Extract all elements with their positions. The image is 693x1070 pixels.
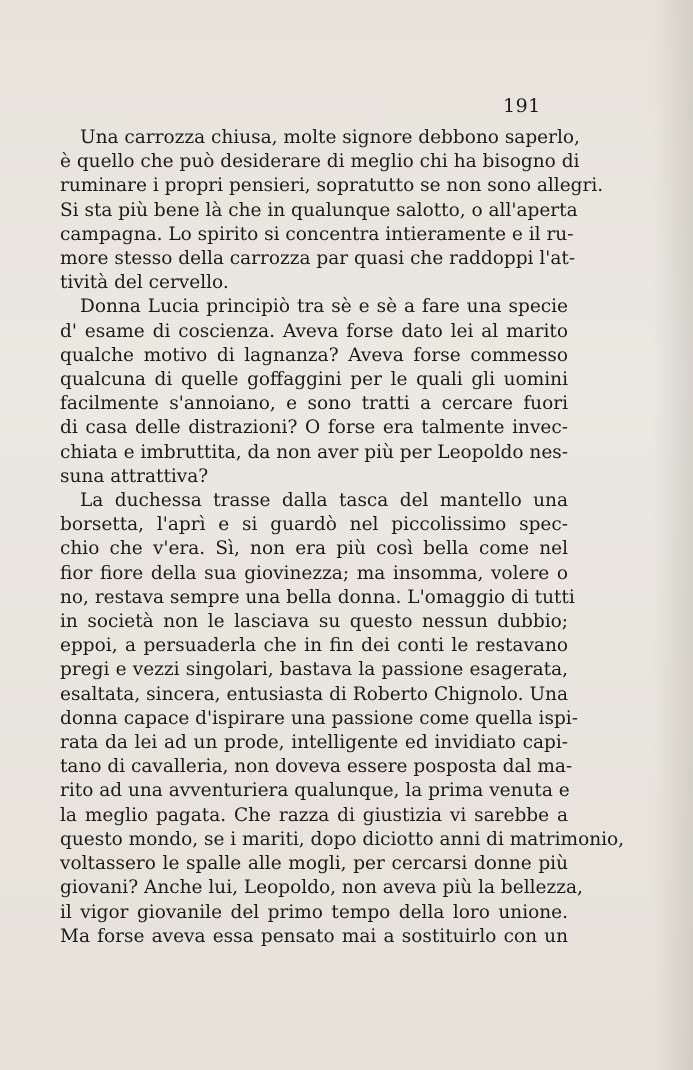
text-line: suna attrattiva?	[60, 465, 209, 487]
text-line: chiata e imbruttita, da non aver più per Leopoldo nes-	[60, 441, 569, 463]
text-line: il vigor giovanile del primo tempo della loro unione.	[60, 901, 568, 923]
text-line: ruminare i propri pensieri, sopratutto se non sono allegri.	[60, 175, 604, 197]
text-line: campagna. Lo spirito si concentra intieramente e il ru-	[60, 223, 574, 245]
text-line: pregi e vezzi singolari, bastava la passione esagerata,	[60, 659, 568, 681]
text-line: tano di cavalleria, non doveva essere posposta dal ma-	[60, 756, 573, 778]
text-line: La duchessa trasse dalla tasca del mantello una	[80, 490, 568, 512]
text-line: è quello che può desiderare di meglio chi ha bisogno di	[60, 151, 580, 173]
text-line: eppoi, a persuaderla che in fin dei conti le restavano	[60, 635, 568, 657]
text-line: chio che v'era. Sì, non era più così bella come nel	[60, 538, 568, 560]
text-line: giovani? Anche lui, Leopoldo, non aveva più la bellezza,	[60, 877, 583, 899]
page-number: 191	[503, 95, 541, 117]
body-text	[60, 126, 625, 949]
text-line: esaltata, sincera, entusiasta di Roberto Chignolo. Una	[60, 683, 568, 705]
text-line: Si sta più bene là che in qualunque salotto, o all'aperta	[60, 199, 578, 221]
text-line: qualcuna di quelle goffaggini per le quali gli uomini	[60, 369, 568, 391]
text-line: Ma forse aveva essa pensato mai a sostituirlo con un	[60, 925, 568, 947]
text-line: d' esame di coscienza. Aveva forse dato lei al marito	[60, 320, 568, 342]
text-line: fior fiore della sua giovinezza; ma insomma, volere o	[60, 562, 568, 584]
text-line: no, restava sempre una bella donna. L'omaggio di tutti	[60, 586, 575, 608]
text-line: rata da lei ad un prode, intelligente ed invidiato capi-	[60, 732, 568, 754]
text-line: more stesso della carrozza par quasi che raddoppi l'at-	[60, 248, 576, 270]
text-line: qualche motivo di lagnanza? Aveva forse commesso	[60, 344, 568, 366]
text-line: facilmente s'annoiano, e sono tratti a cercare fuori	[60, 393, 568, 415]
text-line: voltassero le spalle alle mogli, per cercarsi donne più	[60, 853, 568, 875]
text-line: questo mondo, se i mariti, dopo diciotto anni di matrimonio,	[60, 828, 625, 850]
text-line: Una carrozza chiusa, molte signore debbono saperlo,	[80, 127, 580, 148]
text-line: tività del cervello.	[60, 272, 229, 294]
text-line: borsetta, l'aprì e si guardò nel piccolissimo spec-	[60, 514, 568, 536]
text-line: la meglio pagata. Che razza di giustizia vi sarebbe a	[60, 804, 568, 826]
text-line: Donna Lucia principiò tra sè e sè a fare una specie	[80, 296, 568, 318]
text-line: donna capace d'ispirare una passione come quella ispi-	[60, 707, 578, 729]
text-line: in società non le lasciava su questo nessun dubbio;	[60, 611, 568, 633]
text-line: di casa delle distrazioni? O forse era talmente invec-	[60, 417, 568, 439]
text-line: rito ad una avventuriera qualunque, la prima venuta e	[60, 780, 570, 802]
